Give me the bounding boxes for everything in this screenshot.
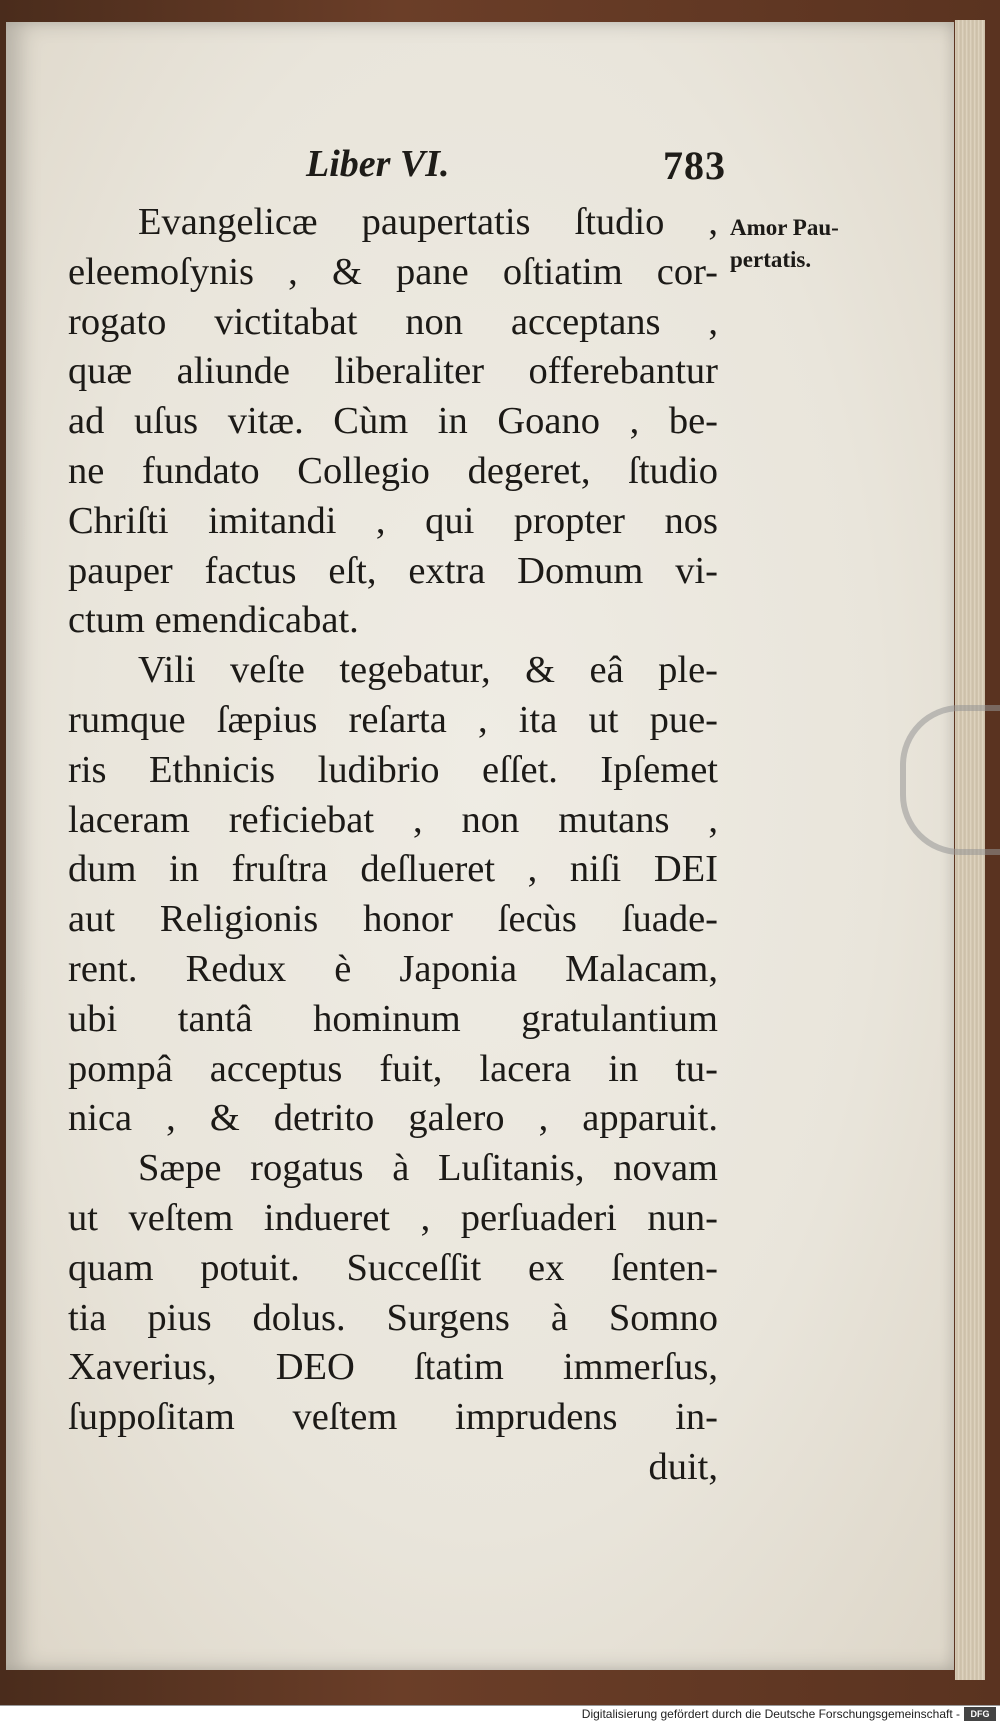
text-line: pompâ acceptus fuit, lacera in tu-	[68, 1047, 718, 1090]
text-line: quæ aliunde liberaliter offerebantur	[68, 350, 718, 393]
text-line: pauper factus eſt, extra Domum vi-	[68, 549, 718, 592]
text-line: rumque ſæpius reſarta , ita ut pue-	[68, 698, 718, 741]
text-line: ad uſus vitæ. Cùm in Goano , be-	[68, 400, 718, 443]
text-line: ctum emendicabat.	[68, 599, 359, 642]
text-line: nica , & detrito galero , apparuit.	[68, 1097, 718, 1140]
text-line: Sæpe rogatus à Luſitanis, novam	[138, 1147, 718, 1190]
catchword: duit,	[648, 1445, 718, 1488]
text-line: ubi tantâ hominum gratulantium	[68, 997, 718, 1040]
text-line: laceram reficiebat , non mutans ,	[68, 798, 718, 841]
text-line: Xaverius, DEO ſtatim immerſus,	[68, 1346, 718, 1389]
marginal-note-line: Amor Pau-	[730, 215, 839, 240]
page-clip	[900, 705, 1000, 855]
text-line: Evangelicæ paupertatis ſtudio ,	[138, 201, 718, 243]
text-line: rent. Redux è Japonia Malacam,	[68, 947, 718, 990]
text-line: quam potuit. Succeſſit ex ſenten-	[68, 1246, 718, 1289]
text-line: ne fundato Collegio degeret, ſtudio	[68, 449, 718, 492]
text-line: tia pius dolus. Surgens à Somno	[68, 1296, 718, 1339]
body-text	[68, 198, 718, 1493]
marginal-note	[730, 212, 880, 276]
text-line: ut veſtem indueret , perſuaderi nun-	[68, 1196, 718, 1239]
page-number: 783	[663, 143, 726, 188]
digitization-credit: Digitalisierung gefördert durch die Deutsche Forschungsgemeinschaft -	[581, 1707, 960, 1721]
text-line: eleemoſynis , & pane oſtiatim cor-	[68, 250, 718, 293]
page-header	[296, 142, 726, 192]
text-line: aut Religionis honor ſecùs ſuade-	[68, 898, 718, 941]
text-line: Vili veſte tegebatur, & eâ ple-	[138, 649, 718, 692]
running-head: Liber VI.	[306, 143, 450, 185]
text-line: ſuppoſitam veſtem imprudens in-	[68, 1396, 718, 1439]
text-line: ris Ethnicis ludibrio eſſet. Ipſemet	[68, 748, 718, 791]
marginal-note-line: pertatis.	[730, 247, 812, 272]
text-line: rogato victitabat non acceptans ,	[68, 300, 718, 343]
text-line: Chriſti imitandi , qui propter nos	[68, 499, 718, 542]
text-line: dum in fruſtra deſlueret , niſi DEI	[68, 848, 718, 891]
dfg-logo: DFG	[964, 1707, 996, 1721]
